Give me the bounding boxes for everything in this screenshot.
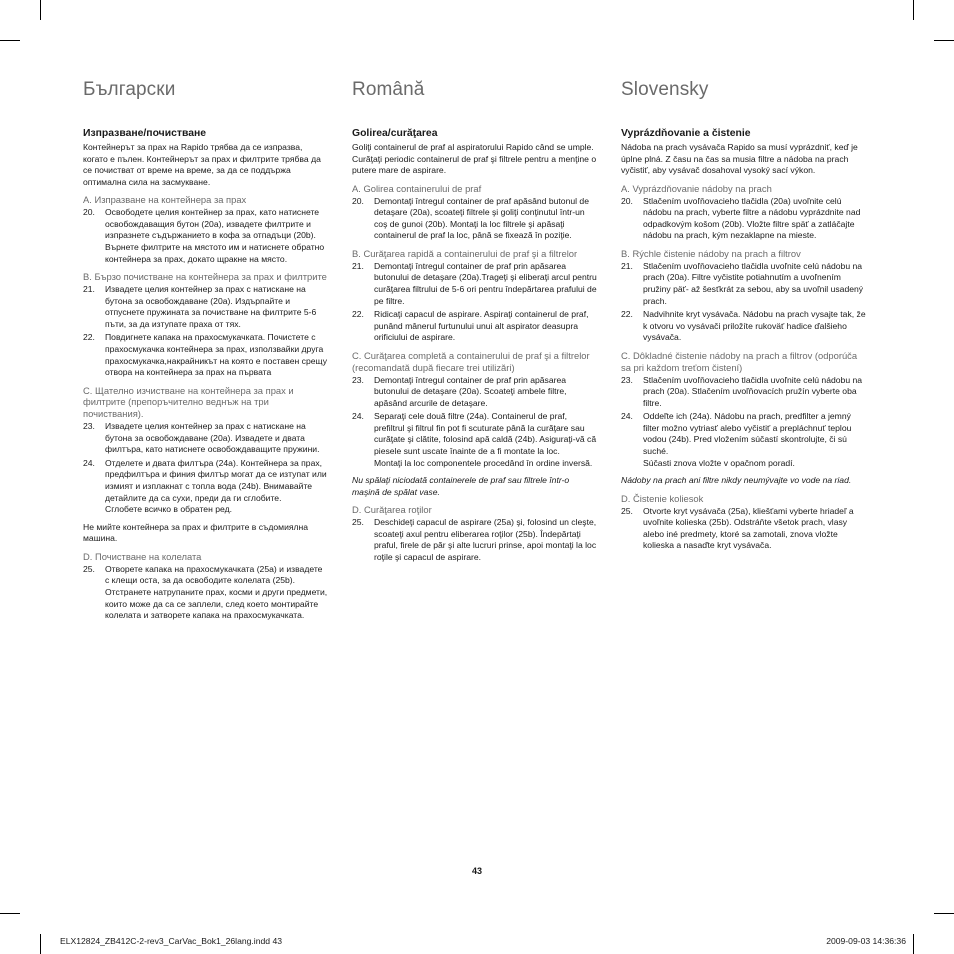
subsection-heading: A. Vyprázdňovanie nádoby na prach [621,182,772,194]
list-item [83,207,329,265]
section-title: Изпразване/почистване [83,128,207,139]
step-number: 21. [621,260,633,271]
list-item [621,261,867,307]
step-number: 21. [352,260,364,271]
list-item [621,506,867,552]
subsection-heading: B. Бързо почистване на контейнера за прах и филтрите [83,271,327,283]
list-item [83,564,329,622]
subsection-heading: C. Dôkladné čistenie nádoby na prach a filtrov (odporúča sa pri každom treťom čistení) [621,349,858,373]
list-item [352,261,598,307]
step-text: Повдигнете капака на прахосмукачката. Почистете с прахосмукачка контейнера за прах, използвайки друга прахосмукачка,накрайникът на която е поставен срещу отвора на контейнера за прах на първата [105,332,327,378]
step-number: 20. [621,195,633,206]
crop-mark [0,913,20,914]
subsection-heading: D. Curăţarea roţilor [352,504,432,516]
step-text: Separaţi cele două filtre (24a). Containerul de praf, prefiltrul şi filtrul fin pot fi scuturate până la curăţare sau curăţate şi clătite, folosind apă caldă (24b). Asiguraţi-vă că piesele sunt uscate înainte de a fi montate la loc. Montaţi la loc componentele procedând în ordine inversă. [374,411,597,468]
list-item [352,196,598,242]
list-item [352,375,598,410]
step-text: Demontaţi întregul container de praf prin apăsarea butonului de detaşare (20a).Trageţi şi eliberaţi arcul pentru curăţarea filtrului de 5-6 ori pentru îndepărtarea prafului de pe filtre. [374,260,597,306]
warning-note: Не мийте контейнера за прах и филтрите в съдомиялна машина. [83,521,309,544]
step-text: Отворете капака на прахосмукачката (25a) и извадете с клещи оста, за да освободите колелата (25b). Отстранете натрупаните прах, косми и други предмети, които може да са се заплели, след което монтирайте колелата и затворете капака на прахосмукачката. [105,563,328,621]
step-number: 22. [621,309,633,320]
step-text: Извадете целия контейнер за прах с натискане на бутона за освобождаване (20a). Издърпайте и отпуснете пружината за почистване на филтрите 5-6 пъти, за да изтупате праха от тях. [105,283,317,329]
list-item [352,517,598,563]
list-item [83,458,329,516]
list-item [621,411,867,469]
page-number: 43 [471,866,482,876]
column-slovak [621,78,867,554]
intro-paragraph: Контейнерът за прах на Rapido трябва да се изпразва, когато е пълен. Контейнерът за прах и филтрите трябва да се почистват от време на време, за да се поддържа оптимална сила на засмукване. [83,142,321,187]
step-number: 21. [83,283,95,294]
list-item [352,309,598,344]
language-heading: Български [83,79,176,100]
crop-mark [40,0,41,20]
list-item [83,421,329,456]
subsection-heading: C. Щателно изчистване на контейнера за прах и филтрите (препоръчително веднъж на три почиствания). [83,384,294,420]
step-text: Извадете целия контейнер за прах с натискане на бутона за освобождаване (20a). Извадете и двата филтъра, като натиснете освобождаващите пружини. [105,421,320,455]
subsection-heading: D. Почистване на колелата [83,551,202,563]
step-text: Освободете целия контейнер за прах, като натиснете освобождаващия бутон (20a), извадете филтрите и изпразнете съдържанието в кофа за отпадъци (20b). Върнете филтрите на мястото им и натиснете обратно контейнера за прах, докато щракне на място. [105,207,325,264]
step-number: 23. [352,374,364,385]
footer-filename: ELX12824_ZB412C-2-rev3_CarVac_Bok1_26lang.indd 43 [60,936,282,946]
list-item [83,284,329,330]
list-item [621,375,867,410]
step-number: 23. [621,374,633,385]
step-text: Demontaţi întregul container de praf apăsând butonul de detaşare (20a), scoateţi filtrele şi goliţi conţinutul într-un coş de gunoi (20b). Montaţi la loc filtrele şi apăsaţi containerul de praf la loc, până se fixează în poziţie. [374,195,589,241]
crop-mark [934,40,954,41]
step-number: 25. [621,505,633,516]
language-heading: Română [352,79,425,100]
language-heading: Slovensky [621,79,709,100]
step-number: 24. [352,411,364,422]
step-text: Deschideţi capacul de aspirare (25a) şi, folosind un cleşte, scoateţi axul pentru eliberarea roţilor (25b). Îndepărtaţi praful, firele de păr şi alte lucruri prinse, apoi montaţi la loc roţile şi capacul de aspirare. [374,517,597,563]
list-item [621,196,867,242]
footer-timestamp: 2009-09-03 14:36:36 [826,936,906,946]
step-text: Stlačením uvoľňovacieho tlačidla uvoľnite celú nádobu na prach (20a). Filtre vyčistite potiahnutím a uvoľnením pružiny päť- až šesťkrát za sebou, aby sa uvoľnil usadený prach. [643,260,864,306]
subsection-heading: C. Curăţarea completă a containerului de praf şi a filtrelor (recomandată după fiecare trei utilizări) [352,349,590,373]
step-number: 20. [83,207,95,218]
crop-mark [40,934,41,954]
warning-note: Nádoby na prach ani filtre nikdy neumývajte vo vode na riad. [621,475,852,486]
subsection-heading: B. Rýchle čistenie nádoby na prach a filtrov [621,247,801,259]
column-bulgarian [83,78,329,624]
step-text: Stlačením uvoľňovacieho tlačidla (20a) uvoľnite celú nádobu na prach, vyberte filtre a nádobu vyprázdnite nad odpadkovým košom (20b). Vložte filtre späť a zatláčajte nádobu na prach, kým nezaklapne na mieste. [643,195,861,241]
subsection-heading: B. Curăţarea rapidă a containerului de praf şi a filtrelor [352,247,578,259]
step-number: 20. [352,195,364,206]
warning-note: Nu spălaţi niciodată containerele de praf sau filtrele într-o maşină de spălat vase. [352,475,570,497]
step-text: Stlačením uvoľňovacieho tlačidla uvoľnite celú nádobu na prach (20a). Stlačením uvoľňovacích pružín vyberte oba filtre. [643,374,863,408]
crop-mark [934,913,954,914]
subsection-heading: D. Čistenie koliesok [621,492,704,504]
crop-mark [0,40,20,41]
step-number: 23. [83,421,95,432]
step-number: 22. [352,309,364,320]
crop-mark [913,934,914,954]
intro-paragraph: Nádoba na prach vysávača Rapido sa musí vyprázdniť, keď je úplne plná. Z času na čas sa musia filtre a nádoba na prach vyčistiť, aby vysávač dosahoval vysoký sací výkon. [621,142,858,176]
list-item [352,411,598,469]
step-number: 24. [621,411,633,422]
step-number: 22. [83,332,95,343]
step-text: Oddeľte ich (24a). Nádobu na prach, predfilter a jemný filter možno vytriasť alebo vyčistiť a prepláchnuť teplou vodou (24b). Pred vložením súčastí skontrolujte, či sú suché. Súčasti znova vložte v opačnom poradí. [643,411,852,468]
step-number: 25. [83,563,95,574]
list-item [83,332,329,378]
step-text: Demontaţi întregul container de praf prin apăsarea butonului de detaşare (20a). Scoateţi ambele filtre, apăsând arcurile de detaşare. [374,374,567,408]
section-title: Vyprázdňovanie a čistenie [621,128,751,139]
subsection-heading: A. Изпразване на контейнера за прах [83,194,247,206]
step-text: Otvorte kryt vysávača (25a), kliešťami vyberte hriadeľ a uvoľnite kolieska (25b). Odstráňte všetok prach, vlasy alebo iné predmety, ktoré sa zamotali, znova vložte kolieska a nasaďte kryt vysávača. [643,505,854,551]
step-text: Отделете и двата филтъра (24a). Контейнера за прах, предфилтъра и финия филтър могат да се изтупат или измият и изплакнат с топла вода (24b). Внимавайте детайлите да са сухи, преди да ги сглобите. Сглобете всичко в обратен ред. [105,457,327,515]
step-number: 25. [352,517,364,528]
subsection-heading: A. Golirea containerului de praf [352,182,482,194]
column-romanian [352,78,598,566]
step-text: Nadvihnite kryt vysávača. Nádobu na prach vysajte tak, že k otvoru vo vysávači priložíte rukoväť hadice ďalšieho vysávača. [643,309,866,343]
section-title: Golirea/curăţarea [352,128,438,139]
intro-paragraph: Goliţi containerul de praf al aspiratorului Rapido când se umple. Curăţaţi periodic containerul de praf şi filtrele pentru a menţine o putere mare de aspirare. [352,142,597,176]
step-text: Ridicaţi capacul de aspirare. Aspiraţi containerul de praf, punând mânerul furtunului unui alt aspirator deasupra orificiului de aspirare. [374,309,589,343]
list-item [621,309,867,344]
step-number: 24. [83,457,95,468]
crop-mark [913,0,914,20]
